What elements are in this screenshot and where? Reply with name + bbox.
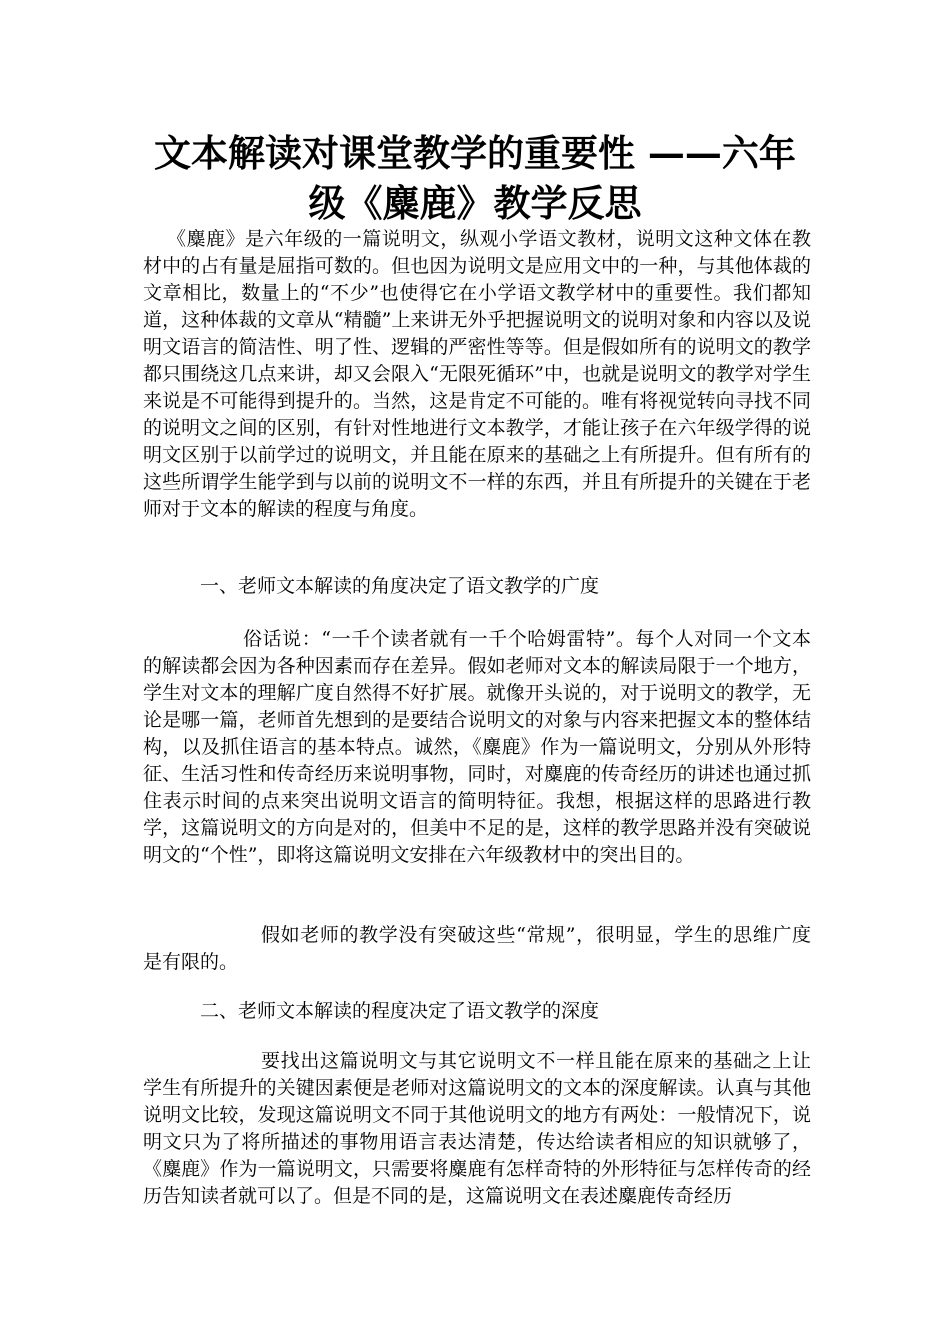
paragraph-section-2: 要找出这篇说明文与其它说明文不一样且能在原来的基础之上让学生有所提升的关键因素便是老师对这篇说明文的文本的深度解读。认真与其他说明文比较，发现这篇说明文不同于其他说明文的地方有两处：一般情况下，说明文只为了将所描述的事物用语言表达清楚，传达给读者相应的知识就够了，《麋鹿》作为一篇说明文，只需要将麋鹿有怎样奇特的外形特征与怎样传奇的经历告知读者就可以了。但是不同的是，这篇说明文在表述麋鹿传奇经历 (143, 1050, 811, 1207)
paragraph-section-1-conclusion: 假如老师的教学没有突破这些“常规”，很明显，学生的思维广度是有限的。 (143, 924, 811, 973)
paragraph-intro: 《麋鹿》是六年级的一篇说明文，纵观小学语文教材，说明文这种文体在教材中的占有量是屈指可数的。但也因为说明文是应用文中的一种，与其他体裁的文章相比，数量上的“不少”也使得它在小学语文教学材中的重要性。我们都知道，这种体裁的文章从“精髓”上来讲无外乎把握说明文的说明对象和内容以及说明文语言的简洁性、明了性、逻辑的严密性等等。但是假如所有的说明文的教学都只围绕这几点来讲，却又会限入“无限死循环”中，也就是说明文的教学对学生来说是不可能得到提升的。当然，这是肯定不可能的。唯有将视觉转向寻找不同的说明文之间的区别，有针对性地进行文本教学，才能让孩子在六年级学得的说明文区别于以前学过的说明文，并且能在原来的基础之上有所提升。但有所有的这些所谓学生能学到与以前的说明文不一样的东西，并且有所提升的关键在于老师对于文本的解读的程度与角度。 (143, 228, 811, 520)
paragraph-section-1: 俗话说：“一千个读者就有一千个哈姆雷特”。每个人对同一个文本的解读都会因为各种因素而存在差异。假如老师对文本的解读局限于一个地方，学生对文本的理解广度自然得不好扩展。就像开头说的，对于说明文的教学，无论是哪一篇，老师首先想到的是要结合说明文的对象与内容来把握文本的整体结构，以及抓住语言的基本特点。诚然，《麋鹿》作为一篇说明文，分别从外形特征、生活习性和传奇经历来说明事物，同时，对麋鹿的传奇经历的讲述也通过抓住表示时间的点来突出说明文语言的简明特征。我想，根据这样的思路进行教学，这篇说明文的方向是对的，但美中不足的是，这样的教学思路并没有突破说明文的“个性”，即将这篇说明文安排在六年级教材中的突出目的。 (143, 628, 811, 866)
section-heading-1: 一、老师文本解读的角度决定了语文教学的广度 (200, 575, 600, 597)
document-title: 文本解读对课堂教学的重要性 ——六年级《麋鹿》教学反思 (154, 131, 796, 225)
section-heading-2: 二、老师文本解读的程度决定了语文教学的深度 (200, 1000, 600, 1022)
